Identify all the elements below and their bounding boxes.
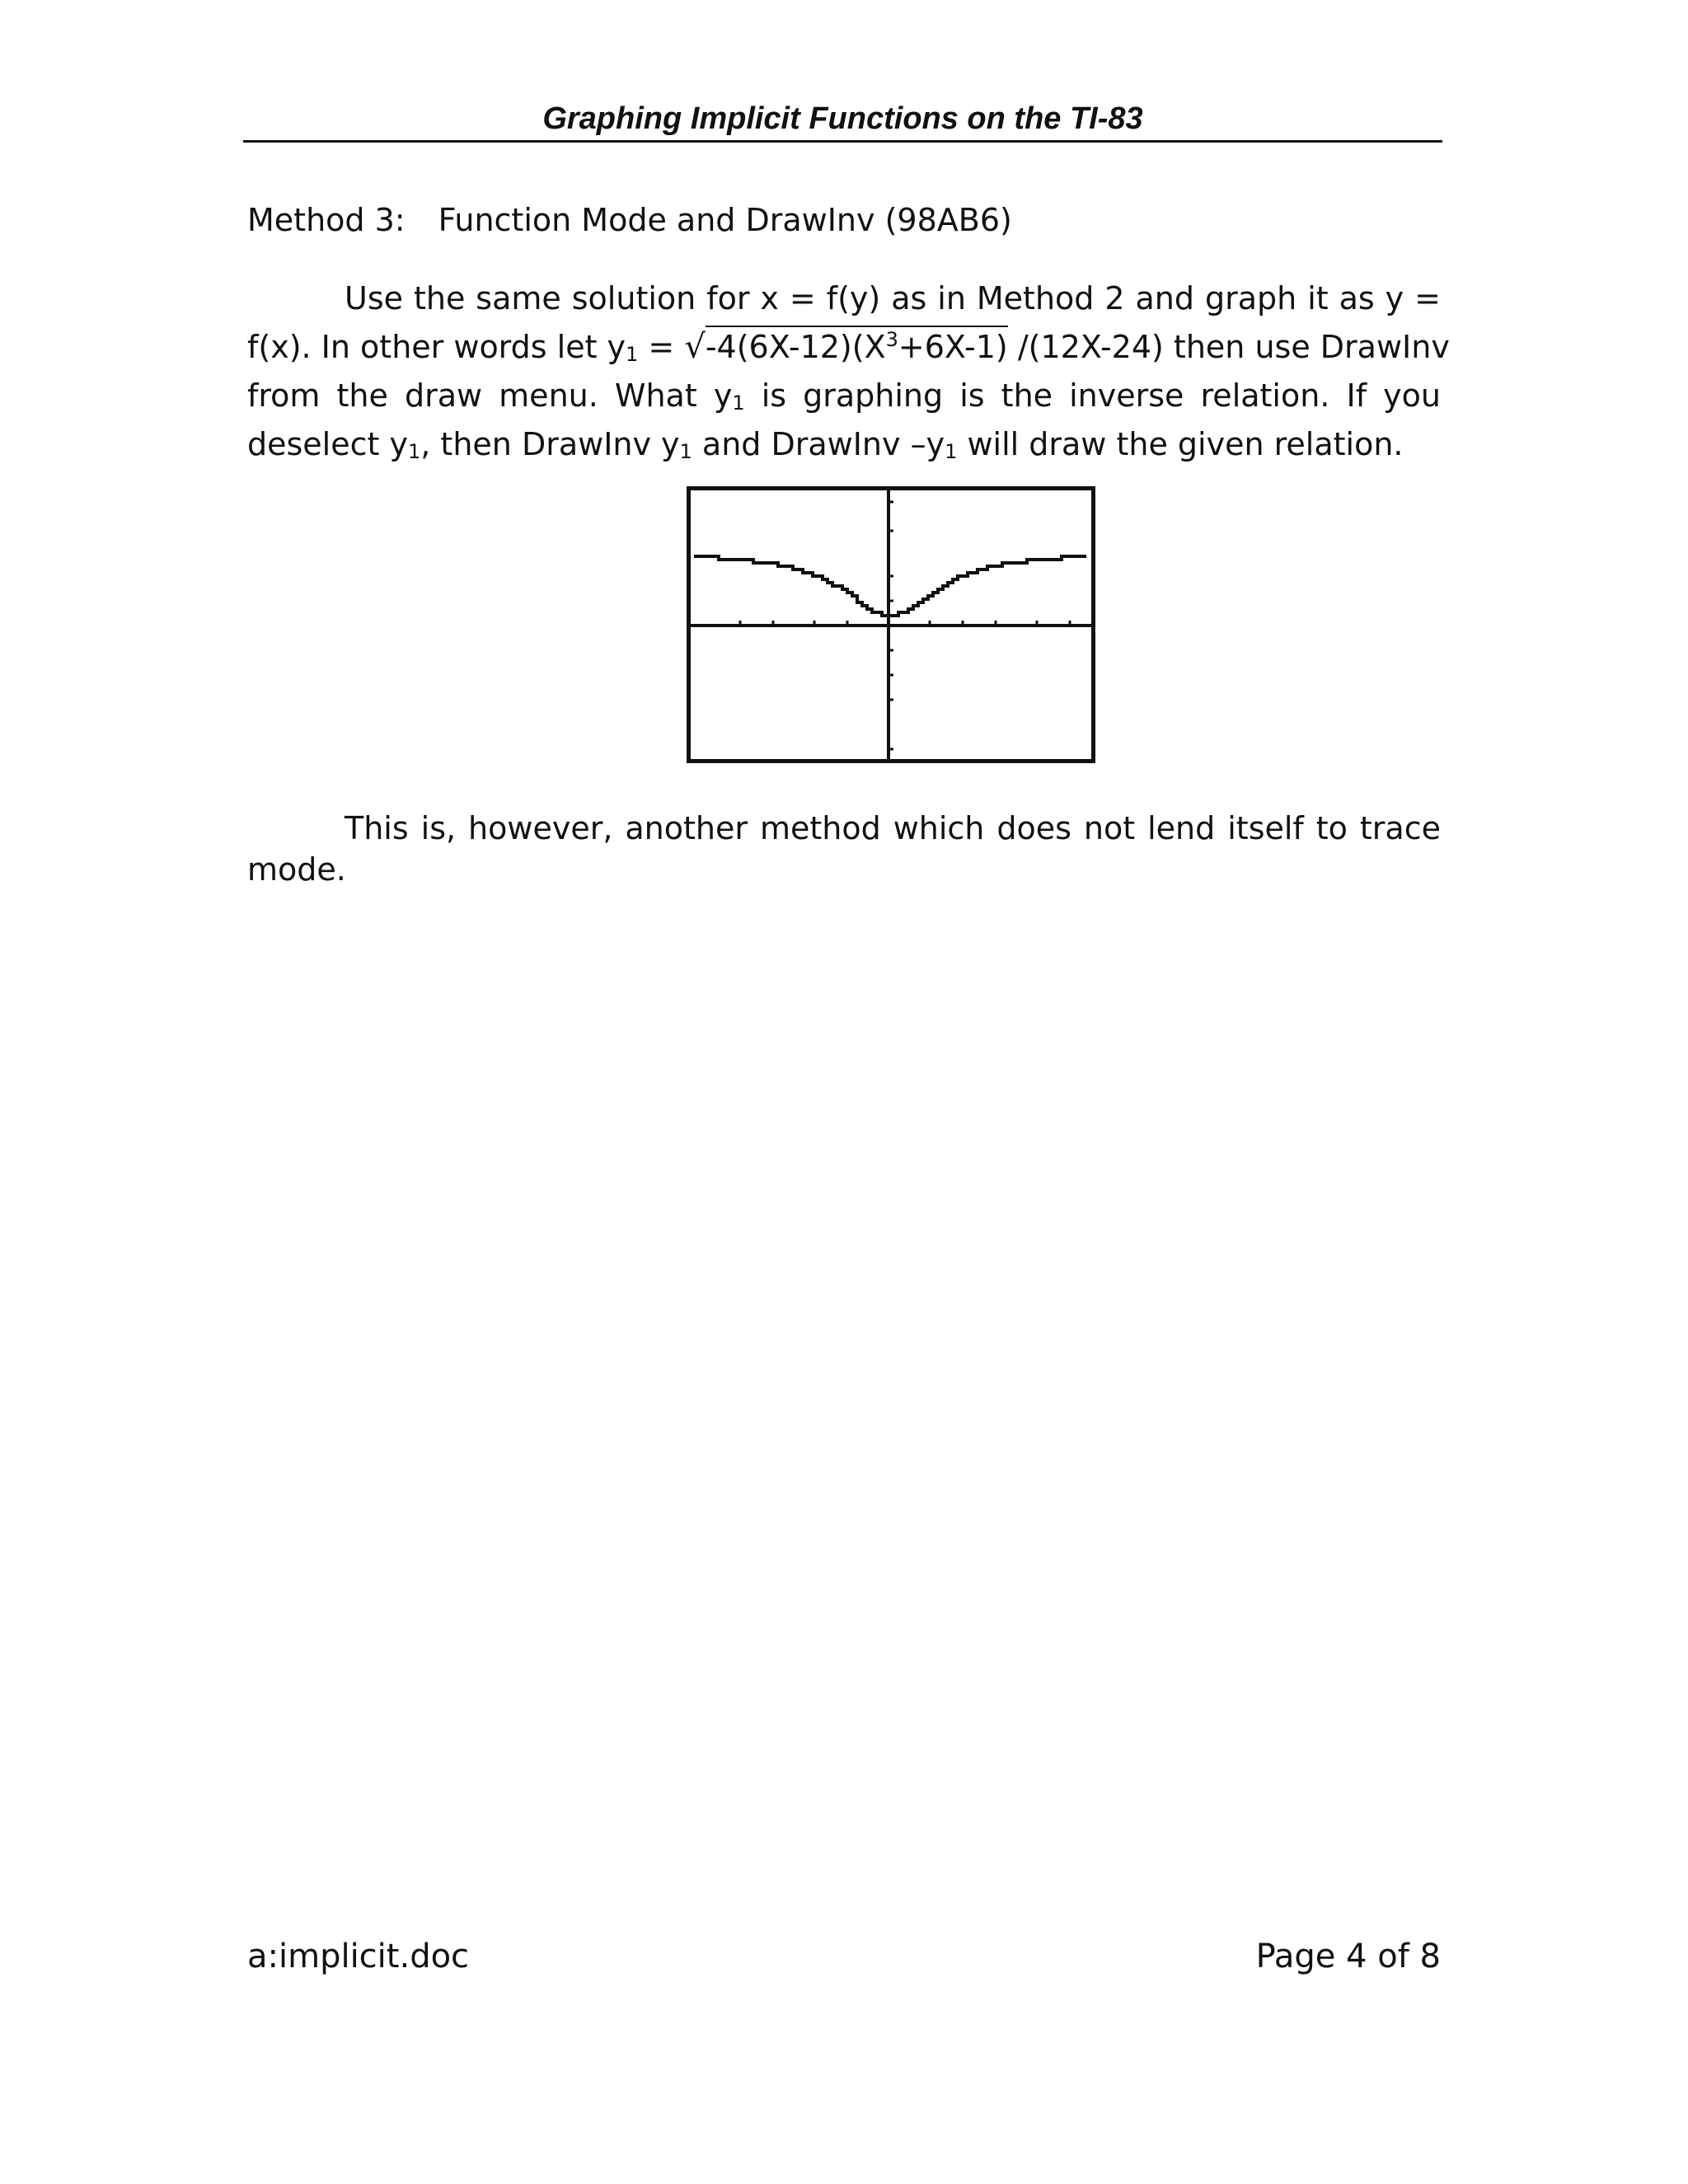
line-text: , then DrawInv y (420, 426, 680, 462)
line-text: Use the same solution for x = f(y) as in Method 2 and graph it as y = (345, 280, 1441, 316)
subscript: 1 (945, 440, 958, 463)
paragraph-note (247, 808, 1441, 890)
equals-text: = (638, 329, 685, 365)
line-text: is graphing is the inverse relation. If you (744, 377, 1441, 414)
line-text: This is, however, another method which does not lend itself to trace (345, 810, 1441, 846)
line-text: from the draw menu. What y (247, 377, 733, 414)
subscript: 1 (732, 391, 745, 415)
paragraph-line (247, 808, 1441, 849)
line-text: /(12X-24) then use DrawInv (1007, 329, 1450, 365)
radicand-text: +6X-1) (898, 329, 1008, 365)
superscript: 3 (885, 328, 898, 351)
line-text: and DrawInv –y (692, 426, 945, 462)
section-title: Function Mode and DrawInv (98AB6) (438, 202, 1012, 238)
page-header-title: Graphing Implicit Functions on the TI-83 (542, 101, 1143, 136)
radicand-text: -4(6X-12)(X (705, 329, 886, 365)
paragraph-line (247, 278, 1441, 319)
graph-curve-left (694, 556, 887, 616)
subscript: 1 (626, 343, 639, 366)
line-text: will draw the given relation. (957, 426, 1404, 462)
header-rule (243, 140, 1442, 143)
graph-curve-right (889, 556, 1086, 616)
graph-canvas (691, 490, 1091, 759)
paragraph-line (247, 319, 1450, 375)
section-heading (247, 201, 1012, 239)
subscript: 1 (407, 440, 421, 463)
paragraph-method-description (247, 278, 1450, 472)
line-text: deselect y (247, 426, 408, 462)
paragraph-line (247, 375, 1441, 424)
sqrt-symbol: √ (684, 328, 706, 366)
section-label: Method 3: (247, 202, 406, 238)
radicand (706, 326, 1008, 365)
line-text: f(x). In other words let y (247, 329, 626, 365)
footer-page-number: Page 4 of 8 (1255, 1938, 1441, 1975)
footer-filename: a:implicit.doc (247, 1938, 470, 1975)
paragraph-line: mode. (247, 851, 346, 888)
calculator-graph-screen (687, 486, 1095, 763)
paragraph-line (247, 424, 1441, 472)
subscript: 1 (679, 440, 692, 463)
